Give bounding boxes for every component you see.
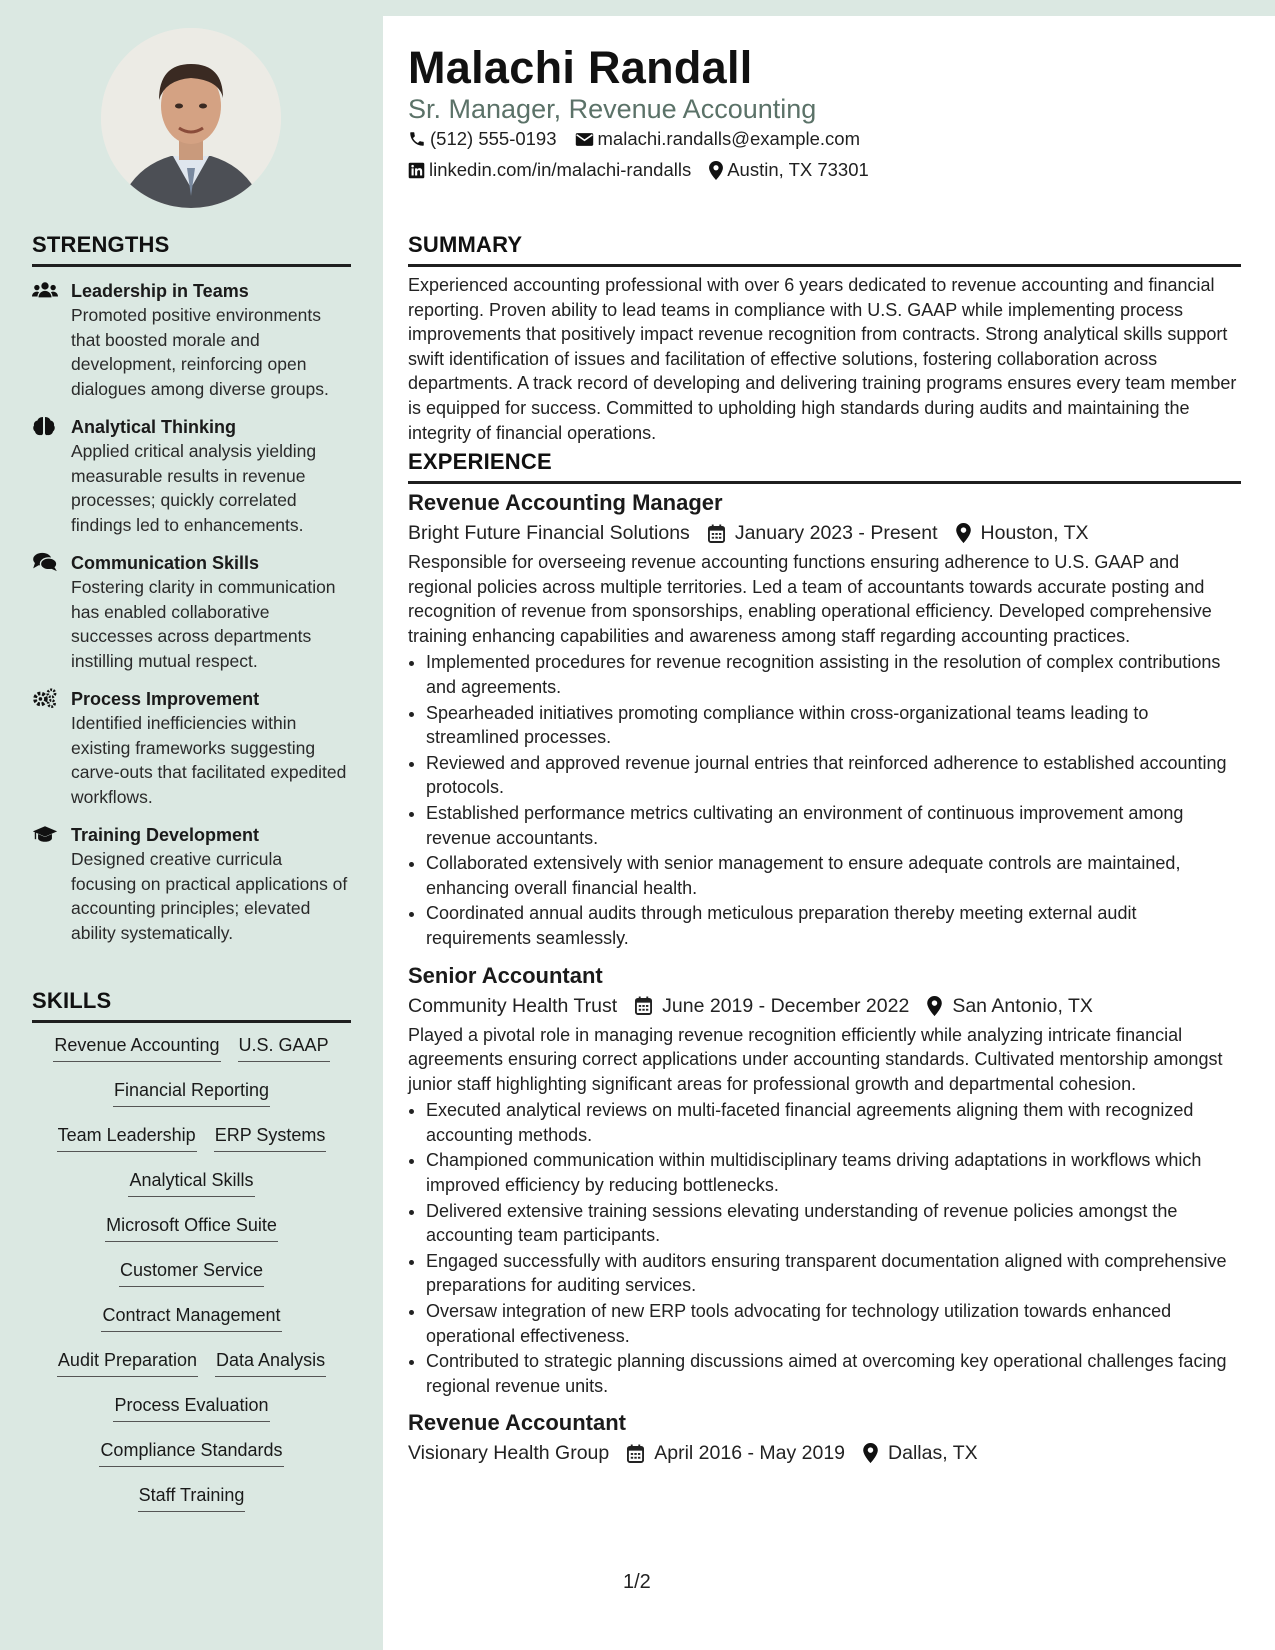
summary-section xyxy=(408,232,1241,445)
job-meta xyxy=(408,518,1241,548)
strength-title: Analytical Thinking xyxy=(71,417,237,437)
job-bullet: • Implemented procedures for revenue recognition assisting in the resolution of complex contributions and agreements. xyxy=(426,650,1241,699)
strength-title: Training Development xyxy=(71,825,260,845)
calendar-icon xyxy=(635,996,652,1015)
cogs-icon xyxy=(32,688,58,708)
job-description: Played a pivotal role in managing revenue recognition efficiently while analyzing intricate financial agreements ensuring correct applications under accounting standards. Cultivated mentorship amongst junior staff highlighting significant areas for professional growth and departmental cohesion. xyxy=(408,1024,1223,1094)
job-dates xyxy=(708,518,938,548)
strength-item xyxy=(32,415,351,537)
linkedin-text: linkedin.com/in/malachi-randalls xyxy=(429,159,692,180)
location-text: Austin, TX 73301 xyxy=(727,159,869,180)
job-location-text: Dallas, TX xyxy=(888,1442,978,1465)
skill-row xyxy=(32,1031,351,1076)
job-entry xyxy=(408,1408,1241,1468)
job-dates xyxy=(627,1438,845,1468)
experience-list xyxy=(408,488,1241,1468)
skill-tag: Data Analysis xyxy=(215,1346,326,1377)
page-indicator: 1/2 xyxy=(623,1571,651,1593)
skill-tag: ERP Systems xyxy=(214,1121,327,1152)
job-bullet: • Contributed to strategic planning discussions aimed at overcoming key operational challenges facing regional revenue units. xyxy=(426,1349,1241,1398)
strength-description: Applied critical analysis yielding measurable results in revenue processes; quickly correlated findings led to enhancements. xyxy=(71,441,317,535)
job-location-text: San Antonio, TX xyxy=(952,994,1093,1017)
skill-row xyxy=(32,1436,351,1481)
job-title: Senior Accountant xyxy=(408,962,603,988)
calendar-icon xyxy=(708,524,725,543)
skill-tag: Process Evaluation xyxy=(113,1391,269,1422)
envelope-icon xyxy=(575,132,594,147)
strength-item xyxy=(32,279,351,401)
location-contact xyxy=(709,159,869,181)
skill-row xyxy=(32,1121,351,1166)
brain-icon xyxy=(32,416,58,436)
skill-tag: Staff Training xyxy=(138,1481,246,1512)
skill-row xyxy=(32,1166,351,1211)
job-location xyxy=(956,518,1089,548)
job-bullet: • Coordinated annual audits through meticulous preparation thereby meeting external audit requirements seamlessly. xyxy=(426,901,1241,950)
job-bullet: • Delivered extensive training sessions elevating understanding of revenue policies amongst the accounting team participants. xyxy=(426,1199,1241,1248)
skills-list xyxy=(32,1031,351,1526)
strength-title: Communication Skills xyxy=(71,553,260,573)
job-bullets xyxy=(408,1098,1241,1398)
strength-item xyxy=(32,823,351,945)
phone-icon xyxy=(408,130,426,148)
job-bullet: • Spearheaded initiatives promoting compliance within cross-organizational teams leading to streamlined processes. xyxy=(426,701,1241,750)
job-entry xyxy=(408,488,1241,951)
candidate-role: Sr. Manager, Revenue Accounting xyxy=(408,94,817,124)
job-entry xyxy=(408,961,1241,1399)
summary-text: Experienced accounting professional with over 6 years dedicated to revenue accounting and financial reporting. Proven ability to lead teams in compliance with U.S. GAAP while implementing process improvements that positively impact revenue recognition from contracts. Strong analytical skills support swift identification of issues and facilitation of effective solutions, fostering collaboration across departments. A track record of developing and delivering training programs ensures every team member is equipped for success. Committed to upholding high standards during audits and maintaining the integrity of financial operations. xyxy=(408,275,1237,443)
job-meta xyxy=(408,991,1241,1021)
map-marker-icon xyxy=(956,523,971,543)
job-location-text: Houston, TX xyxy=(980,522,1089,544)
job-dates-text: June 2019 - December 2022 xyxy=(662,994,910,1017)
contact-row-2 xyxy=(408,159,887,181)
skill-row xyxy=(32,1391,351,1436)
job-company: Visionary Health Group xyxy=(408,1442,610,1465)
job-location xyxy=(863,1438,978,1468)
map-marker-icon xyxy=(927,996,942,1016)
job-bullets xyxy=(408,650,1241,950)
comments-icon xyxy=(32,552,58,572)
skill-tag: Customer Service xyxy=(119,1256,264,1287)
skills-section xyxy=(32,988,351,1526)
linkedin-contact[interactable] xyxy=(408,159,691,181)
skill-tag: Financial Reporting xyxy=(113,1076,270,1107)
users-icon xyxy=(32,280,58,300)
job-dates-text: January 2023 - Present xyxy=(734,522,938,544)
job-bullet: • Oversaw integration of new ERP tools advocating for technology utilization towards enhanced operational effectiveness. xyxy=(426,1299,1241,1348)
skill-tag: Contract Management xyxy=(101,1301,281,1332)
avatar xyxy=(101,28,281,208)
job-dates xyxy=(635,991,909,1021)
skills-title: SKILLS xyxy=(32,988,351,1023)
skill-tag: Microsoft Office Suite xyxy=(105,1211,278,1242)
skill-row xyxy=(32,1211,351,1256)
job-company: Community Health Trust xyxy=(408,994,618,1017)
strength-description: Designed creative curricula focusing on practical applications of accounting principles; elevated ability systematically. xyxy=(71,849,348,943)
job-bullet: • Established performance metrics cultivating an environment of continuous improvement among revenue accountants. xyxy=(426,801,1241,850)
job-bullet: • Championed communication within multidisciplinary teams driving adaptations in workflows which improved efficiency by reducing bottlenecks. xyxy=(426,1148,1241,1197)
job-location xyxy=(927,991,1093,1021)
main-content xyxy=(383,16,1275,1650)
email-text: malachi.randalls@example.com xyxy=(597,128,860,149)
linkedin-icon xyxy=(408,162,425,179)
strength-title: Process Improvement xyxy=(71,689,260,709)
job-bullet: • Engaged successfully with auditors ensuring transparent documentation aligned with comprehensive preparations for auditing services. xyxy=(426,1249,1241,1298)
job-bullet: • Reviewed and approved revenue journal entries that reinforced adherence to established accounting protocols. xyxy=(426,751,1241,800)
map-marker-icon xyxy=(863,1443,878,1463)
summary-title: SUMMARY xyxy=(408,232,1241,267)
strength-item xyxy=(32,551,351,673)
job-dates-text: April 2016 - May 2019 xyxy=(654,1442,846,1465)
job-company: Bright Future Financial Solutions xyxy=(408,522,690,544)
skill-tag: U.S. GAAP xyxy=(238,1031,330,1062)
strength-description: Fostering clarity in communication has enabled collaborative successes across departments instilling mutual respect. xyxy=(71,577,336,671)
map-marker-icon xyxy=(709,161,723,180)
skill-row xyxy=(32,1481,351,1526)
profile-photo xyxy=(101,28,281,208)
strength-item xyxy=(32,687,351,809)
phone-contact[interactable] xyxy=(408,128,557,150)
skill-row xyxy=(32,1076,351,1121)
strength-title: Leadership in Teams xyxy=(71,281,249,301)
job-title: Revenue Accounting Manager xyxy=(408,490,723,515)
calendar-icon xyxy=(627,1444,644,1463)
skill-tag: Revenue Accounting xyxy=(53,1031,220,1062)
skill-tag: Audit Preparation xyxy=(57,1346,198,1377)
strength-description: Promoted positive environments that boosted morale and development, reinforcing open dialogues among diverse groups. xyxy=(71,305,329,399)
job-title: Revenue Accountant xyxy=(408,1410,627,1436)
email-contact[interactable] xyxy=(575,128,860,150)
sidebar xyxy=(0,0,383,1650)
job-description: Responsible for overseeing revenue accounting functions ensuring adherence to U.S. GAAP and regional policies across multiple territories. Led a team of accountants towards accurate posting and recognition of revenue from sponsorships, enabling operational efficiency. Developed comprehensive training enhancing capabilities and awareness among staff regarding accounting practices. xyxy=(408,552,1212,646)
candidate-name: Malachi Randall xyxy=(408,42,753,93)
skill-tag: Compliance Standards xyxy=(99,1436,283,1467)
strengths-list xyxy=(32,279,351,945)
strength-description: Identified inefficiencies within existing frameworks suggesting carve-outs that facilitated expedited workflows. xyxy=(71,713,347,807)
skill-tag: Team Leadership xyxy=(57,1121,197,1152)
strengths-title: STRENGTHS xyxy=(32,232,351,267)
graduation-cap-icon xyxy=(32,824,58,844)
job-bullet: • Executed analytical reviews on multi-faceted financial agreements aligning them with recognized accounting methods. xyxy=(426,1098,1241,1147)
job-bullet: • Collaborated extensively with senior management to ensure adequate controls are maintained, enhancing overall financial health. xyxy=(426,851,1241,900)
skill-row xyxy=(32,1256,351,1301)
experience-title: EXPERIENCE xyxy=(408,449,1241,484)
strengths-section xyxy=(32,232,351,945)
skill-row xyxy=(32,1301,351,1346)
skill-tag: Analytical Skills xyxy=(128,1166,254,1197)
skill-row xyxy=(32,1346,351,1391)
contact-row-1 xyxy=(408,128,878,150)
experience-section xyxy=(408,449,1241,1478)
phone-text: (512) 555-0193 xyxy=(430,128,557,149)
job-meta xyxy=(408,1438,1241,1468)
